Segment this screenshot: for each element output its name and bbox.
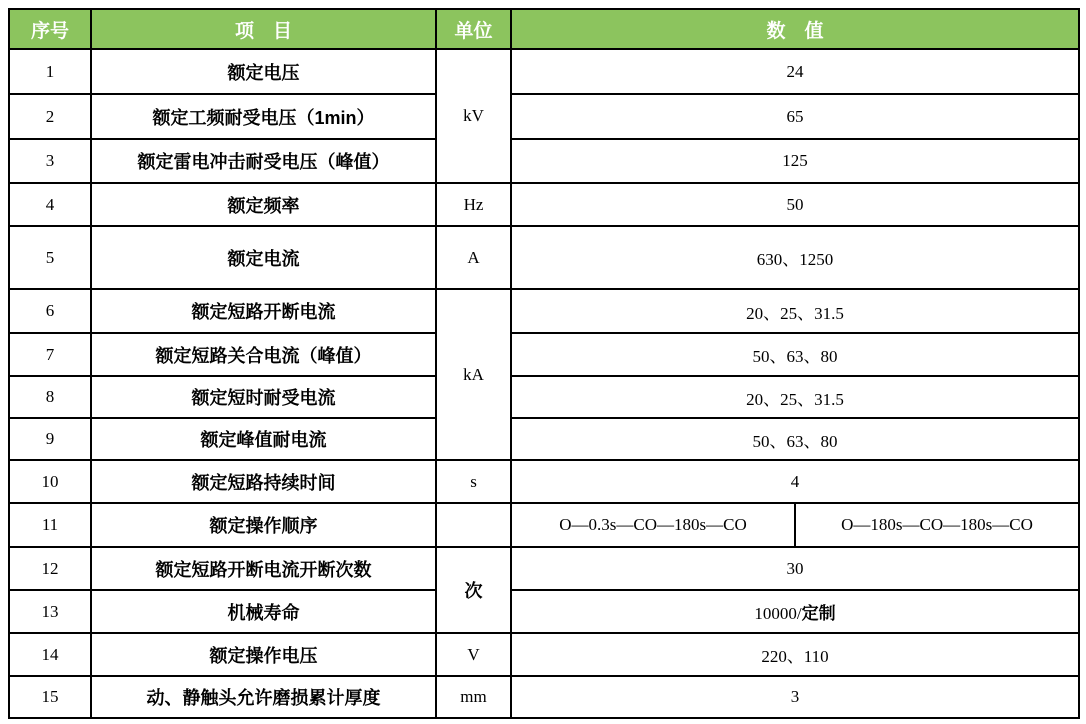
col-header-item: 项 目	[91, 9, 436, 49]
spec-table	[8, 8, 1080, 719]
unit-cell-ka: kA	[436, 289, 511, 460]
unit-cell-empty	[436, 503, 511, 547]
unit-cell-s: s	[436, 460, 511, 503]
item-cell: 额定频率	[91, 183, 436, 226]
value-cell: 50、63、80	[511, 333, 1079, 376]
value-cell: 630、1250	[511, 226, 1079, 289]
value-number: 10000/	[754, 604, 802, 623]
serial-cell: 14	[9, 633, 91, 676]
serial-cell: 1	[9, 49, 91, 94]
serial-cell: 8	[9, 376, 91, 418]
table-row	[9, 547, 1079, 590]
value-cell: 50	[511, 183, 1079, 226]
table-row	[9, 376, 1079, 418]
value-cell: 24	[511, 49, 1079, 94]
serial-cell: 2	[9, 94, 91, 139]
unit-cell-times: 次	[436, 547, 511, 633]
table-row	[9, 460, 1079, 503]
table-row	[9, 418, 1079, 460]
item-cell: 额定短路开断电流开断次数	[91, 547, 436, 590]
serial-cell: 12	[9, 547, 91, 590]
serial-cell: 6	[9, 289, 91, 333]
serial-cell: 15	[9, 676, 91, 718]
table-row	[9, 333, 1079, 376]
col-header-index: 序号	[9, 9, 91, 49]
value-cell-sequence-right: O—180s—CO—180s—CO	[795, 503, 1079, 547]
table-row	[9, 49, 1079, 94]
value-cell-sequence-left: O—0.3s—CO—180s—CO	[511, 503, 795, 547]
item-cell: 机械寿命	[91, 590, 436, 633]
table-row	[9, 633, 1079, 676]
value-cell: 4	[511, 460, 1079, 503]
serial-cell: 4	[9, 183, 91, 226]
value-cell: 50、63、80	[511, 418, 1079, 460]
table-row	[9, 183, 1079, 226]
value-cell: 220、110	[511, 633, 1079, 676]
table-row	[9, 503, 1079, 547]
item-cell: 额定短时耐受电流	[91, 376, 436, 418]
unit-cell-v: V	[436, 633, 511, 676]
serial-cell: 7	[9, 333, 91, 376]
serial-cell: 10	[9, 460, 91, 503]
serial-cell: 3	[9, 139, 91, 183]
serial-cell: 11	[9, 503, 91, 547]
serial-cell: 5	[9, 226, 91, 289]
value-custom-label: 定制	[801, 604, 836, 623]
table-row	[9, 139, 1079, 183]
item-cell: 额定短路持续时间	[91, 460, 436, 503]
value-cell: 125	[511, 139, 1079, 183]
serial-cell: 9	[9, 418, 91, 460]
item-cell: 额定短路开断电流	[91, 289, 436, 333]
item-cell: 额定电压	[91, 49, 436, 94]
item-cell: 额定雷电冲击耐受电压（峰值）	[91, 139, 436, 183]
item-cell: 额定操作顺序	[91, 503, 436, 547]
value-cell: 20、25、31.5	[511, 376, 1079, 418]
col-header-value: 数 值	[511, 9, 1079, 49]
value-cell: 65	[511, 94, 1079, 139]
value-cell: 20、25、31.5	[511, 289, 1079, 333]
item-cell: 动、静触头允许磨损累计厚度	[91, 676, 436, 718]
table-row	[9, 94, 1079, 139]
unit-cell-mm: mm	[436, 676, 511, 718]
value-cell	[511, 590, 1079, 633]
serial-cell: 13	[9, 590, 91, 633]
item-cell: 额定操作电压	[91, 633, 436, 676]
item-cell: 额定峰值耐电流	[91, 418, 436, 460]
value-cell: 3	[511, 676, 1079, 718]
unit-cell-kv: kV	[436, 49, 511, 183]
item-cell: 额定电流	[91, 226, 436, 289]
table-row	[9, 590, 1079, 633]
header-row	[9, 9, 1079, 49]
unit-cell-hz: Hz	[436, 183, 511, 226]
table-row	[9, 289, 1079, 333]
table-row	[9, 226, 1079, 289]
unit-cell-a: A	[436, 226, 511, 289]
table-row	[9, 676, 1079, 718]
value-cell: 30	[511, 547, 1079, 590]
item-cell: 额定工频耐受电压（1min）	[91, 94, 436, 139]
col-header-unit: 单位	[436, 9, 511, 49]
item-cell: 额定短路关合电流（峰值）	[91, 333, 436, 376]
